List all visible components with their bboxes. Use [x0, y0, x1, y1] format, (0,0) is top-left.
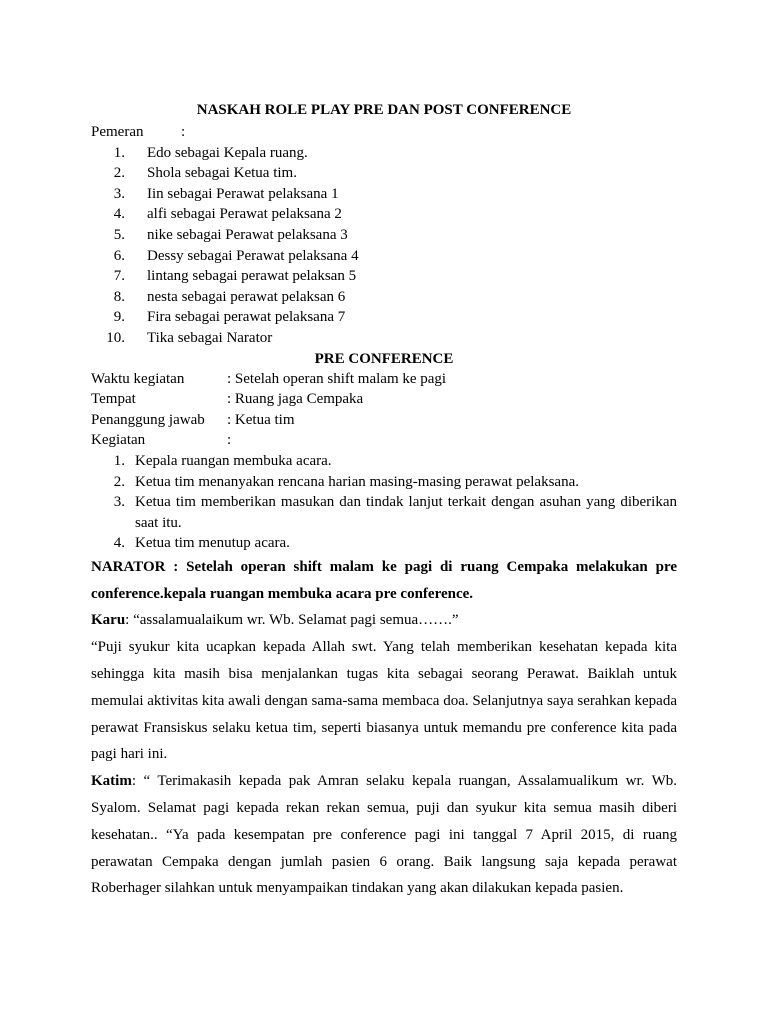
speaker-karu: Karu: [91, 612, 126, 629]
list-item: 6. Dessy sebagai Perawat pelaksana 4: [113, 247, 359, 264]
section-heading-pre-conference: PRE CONFERENCE: [314, 350, 454, 367]
list-item: 3. Ketua tim memberikan masukan dan tindak lanjut terkait dengan asuhan yang diberikan saat itu.: [113, 494, 677, 531]
karu-paragraph: “Puji syukur kita ucapkan kepada Allah swt. Yang telah memberikan kesehatan kepada kita sehingga kita masih bisa menjalankan tugas kita sebagai seorang Perawat. Baiklah untuk memulai aktivitas kita awali dengan sama-sama membaca doa. Selanjutnya saya serahkan kepada perawat Fransiskus selaku ketua tim, seperti biasanya untuk memandu pre conference kita pada pagi hari ini.: [91, 639, 677, 763]
cast-colon: :: [181, 124, 186, 140]
speaker-katim: Katim: [91, 773, 132, 790]
katim-paragraph: Katim: “ Terimakasih kepada pak Amran selaku kepala ruangan, Assalamualikum wr. Wb. Syalom. Selamat pagi kepada rekan rekan semua, puji dan syukur kita semua masih diberi kesehatan.. “Ya pada kesempatan pre conference pagi ini tanggal 7 April 2015, di ruang perawatan Cempaka dengan jumlah pasien 6 orang. Baik langsung saja kepada perawat Roberhager silahkan untuk menyampaikan tindakan yang akan dilakukan kepada pasien.: [91, 773, 677, 897]
list-item: 7. lintang sebagai perawat pelaksan 5: [113, 268, 357, 285]
list-item: 8. nesta sebagai perawat pelaksan 6: [113, 288, 346, 305]
list-item: 9. Fira sebagai perawat pelaksana 7: [113, 309, 346, 326]
cast-header: [91, 122, 677, 143]
field-row: Penanggung jawab : Ketua tim: [91, 411, 295, 428]
list-item: 3. Iin sebagai Perawat pelaksana 1: [113, 185, 339, 202]
karu-line: Karu: “assalamualaikum wr. Wb. Selamat pagi semua…….”: [91, 612, 459, 629]
list-item: 2. Ketua tim menanyakan rencana harian masing-masing perawat pelaksana.: [113, 473, 579, 490]
field-row: Tempat : Ruang jaga Cempaka: [91, 391, 364, 408]
narrator-paragraph: NARATOR : Setelah operan shift malam ke pagi di ruang Cempaka melakukan pre conference.kepala ruangan membuka acara pre conference.: [91, 558, 677, 602]
list-item: 10. Tika sebagai Narator: [106, 329, 273, 346]
field-row: Waktu kegiatan : Setelah operan shift malam ke pagi: [91, 370, 447, 387]
list-item: 5. nike sebagai Perawat pelaksana 3: [113, 226, 348, 243]
cast-label: Pemeran: [91, 124, 144, 140]
document-title: NASKAH ROLE PLAY PRE DAN POST CONFERENCE: [196, 102, 572, 118]
list-item: 2. Shola sebagai Ketua tim.: [113, 165, 297, 182]
document-body: [91, 100, 677, 902]
field-row: Kegiatan :: [91, 432, 232, 449]
cast-list: [91, 143, 677, 349]
list-item: 4. Ketua tim menutup acara.: [113, 535, 290, 552]
list-item: 1. Edo sebagai Kepala ruang.: [113, 144, 308, 161]
list-item: 1. Kepala ruangan membuka acara.: [113, 452, 332, 469]
activity-list: [91, 451, 677, 554]
list-item: 4. alfi sebagai Perawat pelaksana 2: [113, 206, 342, 223]
